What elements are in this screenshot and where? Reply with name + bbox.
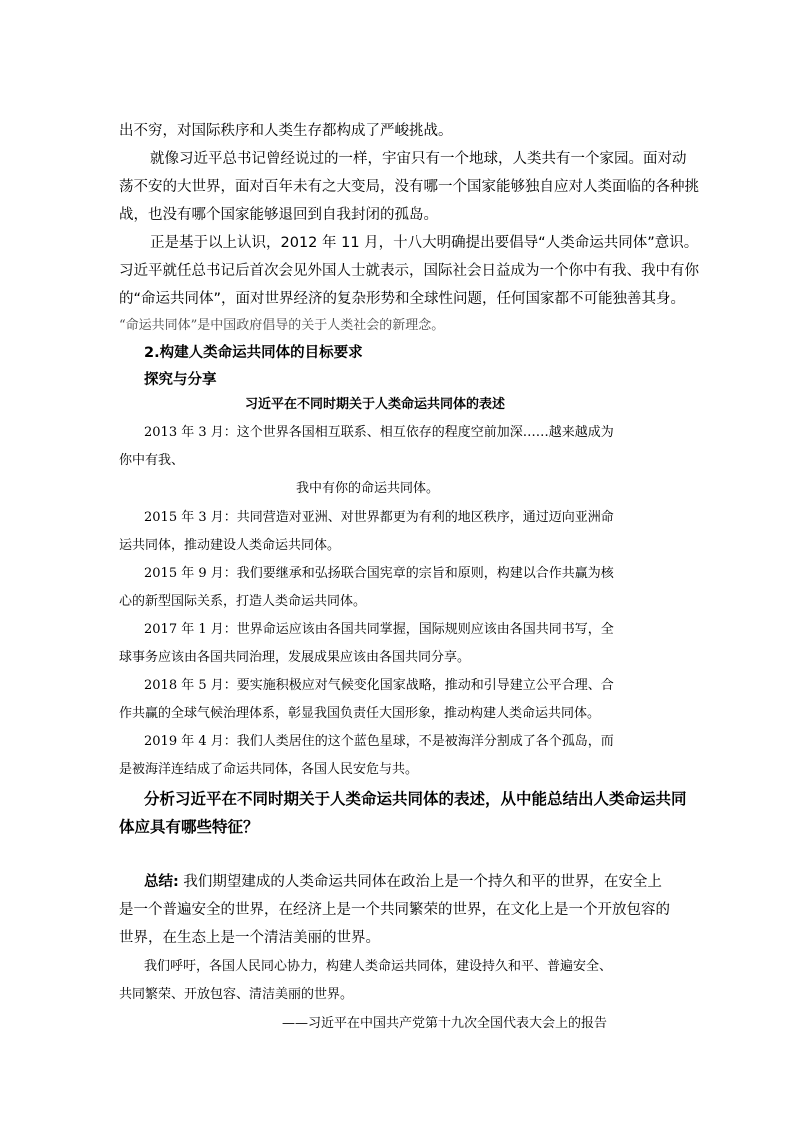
summary-line: 是一个普遍安全的世界，在经济上是一个共同繁荣的世界，在文化上是一个开放包容的: [119, 902, 670, 918]
paragraph-line: 荡不安的大世界，面对百年未有之大变局，没有哪一个国家能够独自应对人类面临的各种挑: [119, 179, 699, 195]
concept-note: “命运共同体”是中国政府倡导的关于人类社会的新理念。: [119, 318, 445, 333]
quote-line: 球事务应该由各国共同治理，发展成果应该由各国共同分享。: [119, 650, 471, 665]
summary-line: [144, 872, 662, 892]
quote-line: 是被海洋连结成了命运共同体，各国人民安危与共。: [119, 762, 419, 777]
intro-line: 出不穷，对国际秩序和人类生存都构成了严峻挑战。: [119, 123, 453, 139]
quote-line: 2013 年 3 月：这个世界各国相互联系、相互依存的程度空前加深……越来越成为: [144, 425, 614, 440]
closing-source: ——习近平在中国共产党第十九次全国代表大会上的报告: [282, 1016, 608, 1031]
paragraph-line: 战，也没有哪个国家能够退回到自我封闭的孤岛。: [119, 207, 438, 223]
paragraph-line: 的“命运共同体”，面对世界经济的复杂形势和全球性问题，任何国家都不可能独善其身。: [119, 291, 686, 307]
quote-line: 2015 年 9 月：我们要继承和弘扬联合国宪章的宗旨和原则，构建以合作共赢为核: [144, 566, 614, 581]
section-heading: 2.构建人类命运共同体的目标要求: [144, 345, 363, 361]
quote-line: 2015 年 3 月：共同营造对亚洲、对世界都更为有利的地区秩序，通过迈向亚洲命: [144, 510, 614, 525]
closing-line: 共同繁荣、开放包容、清洁美丽的世界。: [119, 987, 354, 1002]
paragraph-line: 就像习近平总书记曾经说过的一样，宇宙只有一个地球，人类共有一个家园。面对动: [150, 151, 687, 167]
summary-line: 世界，在生态上是一个清洁美丽的世界。: [119, 930, 380, 946]
quote-line: 我中有你的命运共同体。: [296, 481, 440, 496]
quote-line: 作共赢的全球气候治理体系，彰显我国负责任大国形象，推动构建人类命运共同体。: [119, 706, 601, 721]
quote-line: 心的新型国际关系，打造人类命运共同体。: [119, 594, 367, 609]
question-line: 体应具有哪些特征？: [119, 818, 259, 836]
question-line: 分析习近平在不同时期关于人类命运共同体的表述，从中能总结出人类命运共同: [144, 790, 687, 808]
closing-line: 我们呼吁，各国人民同心协力，构建人类命运共同体，建设持久和平、普遍安全、: [144, 959, 613, 974]
paragraph-line: 习近平就任总书记后首次会见外国人士就表示，国际社会日益成为一个你中有我、我中有你: [119, 263, 699, 279]
summary-text: 我们期望建成的人类命运共同体在政治上是一个持久和平的世界，在安全上: [178, 874, 662, 890]
quote-line: 2019 年 4 月：我们人类居住的这个蓝色星球，不是被海洋分割成了各个孤岛，而: [144, 734, 614, 749]
quote-line: 你中有我、: [119, 453, 185, 468]
paragraph-line: 正是基于以上认识，2012 年 11 月，十八大明确提出要倡导“人类命运共同体”意识。: [150, 235, 699, 251]
quote-title: 习近平在不同时期关于人类命运共同体的表述: [245, 397, 506, 412]
quote-line: 运共同体，推动建设人类命运共同体。: [119, 538, 341, 553]
summary-label: 总结:: [144, 874, 179, 890]
section-subheading: 探究与分享: [144, 372, 217, 388]
quote-line: 2018 年 5 月：要实施积极应对气候变化国家战略，推动和引导建立公平合理、合: [144, 678, 614, 693]
quote-line: 2017 年 1 月：世界命运应该由各国共同掌握，国际规则应该由各国共同书写，全: [144, 622, 614, 637]
